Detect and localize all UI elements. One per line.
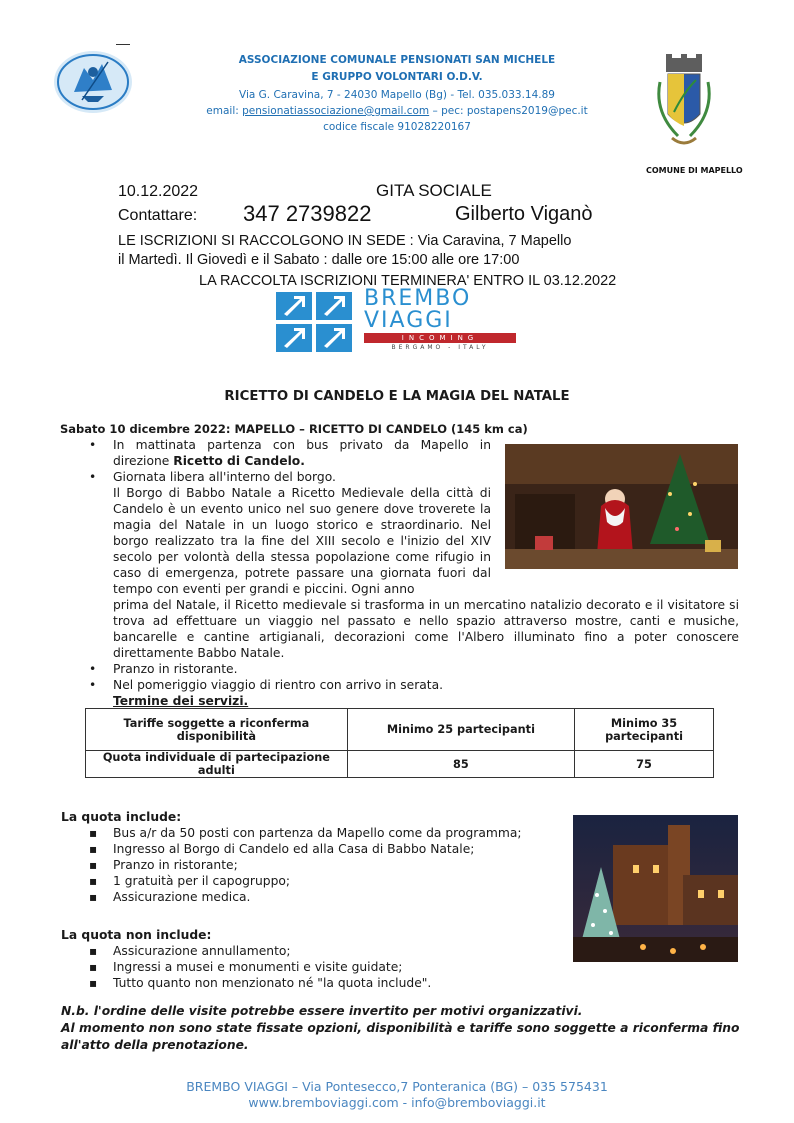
- tariff-header-label: Tariffe soggette a riconferma disponibilità: [86, 709, 348, 751]
- itinerary-item: • In mattinata partenza con bus privato da Mapello in direzione Ricetto di Candelo.: [113, 437, 491, 469]
- email-link[interactable]: pensionatiassociazione@gmail.com: [242, 105, 430, 117]
- itinerary: [113, 437, 739, 709]
- tariff-value-min25: 85: [347, 751, 574, 778]
- brand-band: INCOMING: [364, 333, 516, 343]
- includes-item: ▪ Bus a/r da 50 posti con partenza da Mapello come da programma;: [113, 825, 563, 841]
- trip-title: RICETTO DI CANDELO E LA MAGIA DEL NATALE: [224, 389, 570, 404]
- footer-contacts[interactable]: www.bremboviaggi.com - info@bremboviaggi.it: [248, 1095, 546, 1110]
- borgo-description-wrapped: Il Borgo di Babbo Natale a Ricetto Medievale della città di Candelo è un evento unico nel suo genere dove troverete la magia del Natale in un luogo storico e straordinario. Nel borgo realizzato tra la fine del XIII secolo e l'inizio del XIV secolo per volontà della stessa popolazione come rifugio in caso di emergenza, potrete passare una giornata fuori dal tempo con eventi per grandi e piccini. Ogni anno: [113, 486, 491, 596]
- footer-address: BREMBO VIAGGI – Via Pontesecco,7 Ponteranica (BG) – 035 575431: [186, 1079, 608, 1094]
- note-line1: N.b. l'ordine delle visite potrebbe essere invertito per motivi organizzativi.: [61, 1004, 583, 1018]
- tariff-value-min35: 75: [575, 751, 714, 778]
- brembo-viaggi-logo: [276, 286, 521, 354]
- brand-city: BERGAMO - ITALY: [391, 344, 489, 351]
- includes-item: ▪ Pranzo in ristorante;: [113, 857, 563, 873]
- association-address: Via G. Caravina, 7 - 24030 Mapello (Bg) - Tel. 035.033.14.89: [239, 89, 555, 101]
- includes-item: ▪ 1 gratuità per il capogruppo;: [113, 873, 563, 889]
- note-line2: Al momento non sono state fissate opzioni, disponibilità e tariffe sono soggette a riconferma fino all'atto della prenotazione.: [61, 1021, 740, 1052]
- fiscal-code: codice fiscale 91028220167: [323, 121, 471, 133]
- registration-deadline: LA RACCOLTA ISCRIZIONI TERMINERA' ENTRO IL 03.12.2022: [199, 273, 617, 289]
- excludes-item: ▪ Tutto quanto non menzionato né "la quota include".: [113, 975, 563, 991]
- brand-name-line1: BREMBO: [364, 286, 472, 311]
- email-prefix: email:: [206, 105, 243, 117]
- comune-label: COMUNE DI MAPELLO: [646, 166, 743, 175]
- includes-item: ▪ Ingresso al Borgo di Candelo ed alla Casa di Babbo Natale;: [113, 841, 563, 857]
- pec-text: – pec: postapens2019@pec.it: [429, 105, 588, 117]
- excludes-item: ▪ Ingressi a musei e monumenti e visite guidate;: [113, 959, 563, 975]
- excludes-item: ▪ Assicurazione annullamento;: [113, 943, 563, 959]
- tariff-col-min35: Minimo 35 partecipanti: [575, 709, 714, 751]
- notes: [61, 1003, 741, 1054]
- contact-person: Gilberto Viganò: [455, 203, 593, 225]
- brand-name-line2: VIAGGI: [364, 308, 453, 333]
- comune-crest: [654, 52, 714, 162]
- day-heading: Sabato 10 dicembre 2022: MAPELLO – RICETTO DI CANDELO (145 km ca): [60, 422, 528, 436]
- contact-label: Contattare:: [118, 207, 198, 224]
- excludes-list: [113, 943, 563, 991]
- event-title: GITA SOCIALE: [376, 181, 492, 200]
- includes-item: ▪ Assicurazione medica.: [113, 889, 563, 905]
- borgo-description-full: prima del Natale, il Ricetto medievale si trasforma in un mercatino natalizio decorato e il visitatore si trova ad effettuare un viaggio nel passato e nello spazio attraverso mostre, canti e musiche, bancarelle e cantine artigianali, decorazioni come l'Albero illuminato fino a poter conoscere direttamente Babbo Natale.: [113, 598, 739, 660]
- candelo-night-photo: [573, 815, 738, 962]
- includes-title: La quota include:: [61, 810, 182, 824]
- event-date: 10.12.2022: [118, 183, 199, 200]
- tariff-col-min25: Minimo 25 partecipanti: [347, 709, 574, 751]
- itinerary-item: • Nel pomeriggio viaggio di rientro con arrivo in serata. Termine dei servizi.: [113, 677, 739, 709]
- includes-list: [113, 825, 563, 905]
- top-dash: [116, 44, 130, 45]
- itinerary-item: • Giornata libera all'interno del borgo. Il Borgo di Babbo Natale a Ricetto Medievale della città di Candelo è un evento unico nel suo genere dove troverete la magia del Natale in un luogo storico e straordinario. Nel borgo realizzato tra la fine del XIII secolo e l'inizio del XIV secolo per volontà della stessa popolazione come rifugio in caso di emergenza, potrete passare una giornata fuori dal tempo con eventi per grandi e piccini. Ogni anno prima del Natale, il Ricetto medievale si trasforma in un mercatino natalizio decorato e il visitatore si trova ad effettuare un viaggio nel passato e nello spazio attraverso mostre, canti e musiche, bancarelle e cantine artigianali, decorazioni come l'Albero illuminato fino a poter conoscere direttamente Babbo Natale.: [113, 469, 739, 661]
- tariff-row-label: Quota individuale di partecipazione adulti: [86, 751, 348, 778]
- itinerary-item: • Pranzo in ristorante.: [113, 661, 739, 677]
- association-name-line1: ASSOCIAZIONE COMUNALE PENSIONATI SAN MICHELE: [238, 54, 556, 66]
- end-services: Termine dei servizi.: [113, 694, 249, 708]
- registration-info-line2: il Martedì. Il Giovedì e il Sabato : dalle ore 15:00 alle ore 17:00: [118, 252, 520, 268]
- contact-phone[interactable]: 347 2739822: [243, 201, 372, 226]
- excludes-title: La quota non include:: [61, 928, 212, 942]
- tariff-table: [85, 708, 714, 778]
- registration-info-line1: LE ISCRIZIONI SI RACCOLGONO IN SEDE : Via Caravina, 7 Mapello: [118, 233, 572, 249]
- association-name-line2: E GRUPPO VOLONTARI O.D.V.: [311, 71, 483, 83]
